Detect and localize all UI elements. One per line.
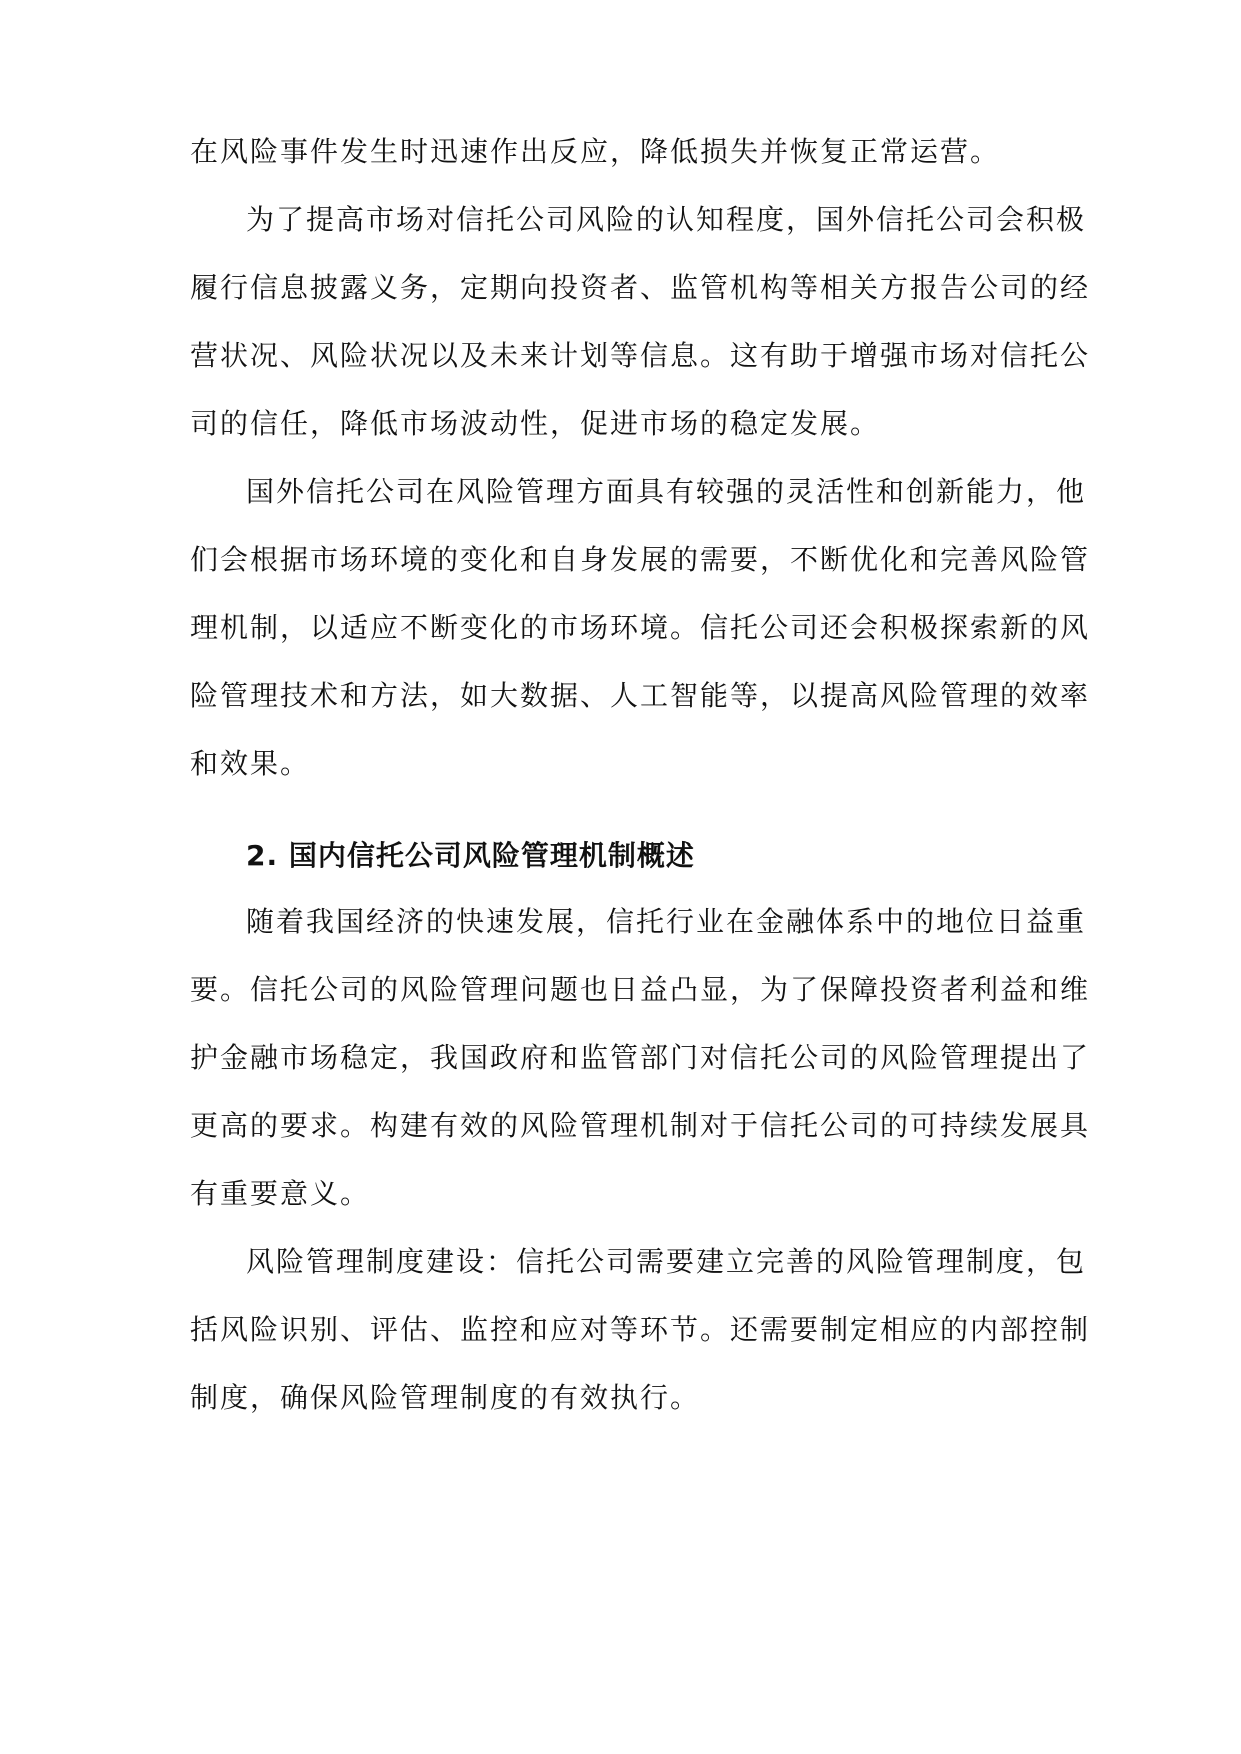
paragraph-line: 和效果。	[190, 747, 311, 780]
paragraph-line: 要。信托公司的风险管理问题也日益凸显，为了保障投资者利益和维	[190, 973, 1091, 1006]
paragraph-line: 风险管理制度建设：信托公司需要建立完善的风险管理制度，包	[246, 1245, 1087, 1278]
paragraph-line: 制度，确保风险管理制度的有效执行。	[190, 1381, 701, 1414]
paragraph-line: 理机制，以适应不断变化的市场环境。信托公司还会积极探索新的风	[190, 611, 1091, 644]
paragraph-line: 有重要意义。	[190, 1177, 371, 1210]
paragraph-line: 营状况、风险状况以及未来计划等信息。这有助于增强市场对信托公	[190, 339, 1091, 372]
paragraph-line: 护金融市场稳定，我国政府和监管部门对信托公司的风险管理提出了	[190, 1041, 1091, 1074]
paragraph-line: 随着我国经济的快速发展，信托行业在金融体系中的地位日益重	[246, 905, 1087, 938]
paragraph-line: 国外信托公司在风险管理方面具有较强的灵活性和创新能力，他	[246, 475, 1087, 508]
paragraph-line: 们会根据市场环境的变化和自身发展的需要，不断优化和完善风险管	[190, 543, 1091, 576]
paragraph-line: 更高的要求。构建有效的风险管理机制对于信托公司的可持续发展具	[190, 1109, 1091, 1142]
paragraph-line: 括风险识别、评估、监控和应对等环节。还需要制定相应的内部控制	[190, 1313, 1091, 1346]
paragraph-line: 为了提高市场对信托公司风险的认知程度，国外信托公司会积极	[246, 203, 1087, 236]
paragraph-line: 司的信任，降低市场波动性，促进市场的稳定发展。	[190, 407, 881, 440]
paragraph-line: 在风险事件发生时迅速作出反应，降低损失并恢复正常运营。	[190, 135, 1001, 168]
paragraph-line: 履行信息披露义务，定期向投资者、监管机构等相关方报告公司的经	[190, 271, 1091, 304]
section-heading: 2. 国内信托公司风险管理机制概述	[246, 839, 695, 872]
paragraph-line: 险管理技术和方法，如大数据、人工智能等，以提高风险管理的效率	[190, 679, 1091, 712]
